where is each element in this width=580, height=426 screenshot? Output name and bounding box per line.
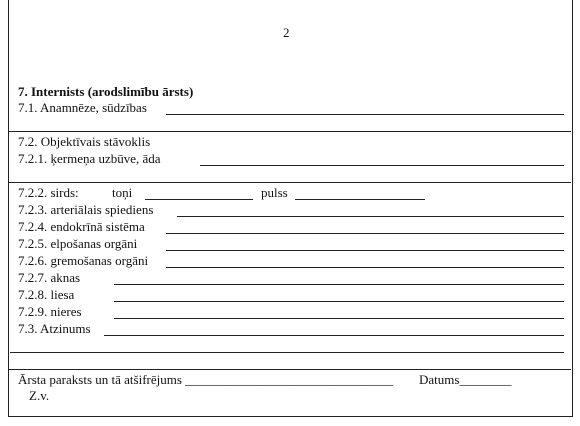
conclusion-field[interactable]	[104, 335, 564, 336]
heart-tones-label: toņi	[112, 185, 133, 200]
page-number: 2	[283, 25, 290, 40]
kidneys-field[interactable]	[114, 318, 564, 319]
endocrine-field[interactable]	[166, 233, 564, 234]
divider	[9, 131, 571, 132]
digestive-label: 7.2.6. gremošanas orgāni	[18, 253, 149, 268]
conclusion-field-2[interactable]	[10, 352, 564, 353]
liver-field[interactable]	[114, 284, 564, 285]
divider	[9, 369, 571, 370]
digestive-field[interactable]	[166, 267, 564, 268]
anamnesis-field[interactable]	[166, 114, 564, 115]
liver-label: 7.2.7. aknas	[18, 270, 81, 285]
seal-label: Z.v.	[29, 388, 50, 403]
blood-pressure-field[interactable]	[177, 216, 564, 217]
section-title: 7. Internists (arodslimību ārsts)	[18, 84, 194, 99]
respiratory-field[interactable]	[166, 250, 564, 251]
spleen-label: 7.2.8. liesa	[18, 287, 75, 302]
spleen-field[interactable]	[114, 301, 564, 302]
body-build-field[interactable]	[200, 165, 564, 166]
anamnesis-label: 7.1. Anamnēze, sūdzības	[18, 100, 147, 115]
conclusion-label: 7.3. Atzinums	[18, 321, 91, 336]
respiratory-label: 7.2.5. elpošanas orgāni	[18, 236, 138, 251]
heart-tones-field[interactable]	[145, 199, 253, 200]
kidneys-label: 7.2.9. nieres	[18, 304, 82, 319]
endocrine-label: 7.2.4. endokrīnā sistēma	[18, 219, 145, 234]
pulse-field[interactable]	[295, 199, 425, 200]
heart-label: 7.2.2. sirds:	[18, 185, 79, 200]
divider	[9, 182, 571, 183]
signature-label: Ārsta paraksts un tā atšifrējums ________________________________	[18, 372, 394, 387]
objective-status-label: 7.2. Objektīvais stāvoklis	[18, 134, 151, 149]
body-build-label: 7.2.1. ķermeņa uzbūve, āda	[18, 151, 161, 166]
pulse-label: pulss	[261, 185, 288, 200]
blood-pressure-label: 7.2.3. arteriālais spiediens	[18, 202, 154, 217]
date-label: Datums________	[419, 372, 512, 387]
